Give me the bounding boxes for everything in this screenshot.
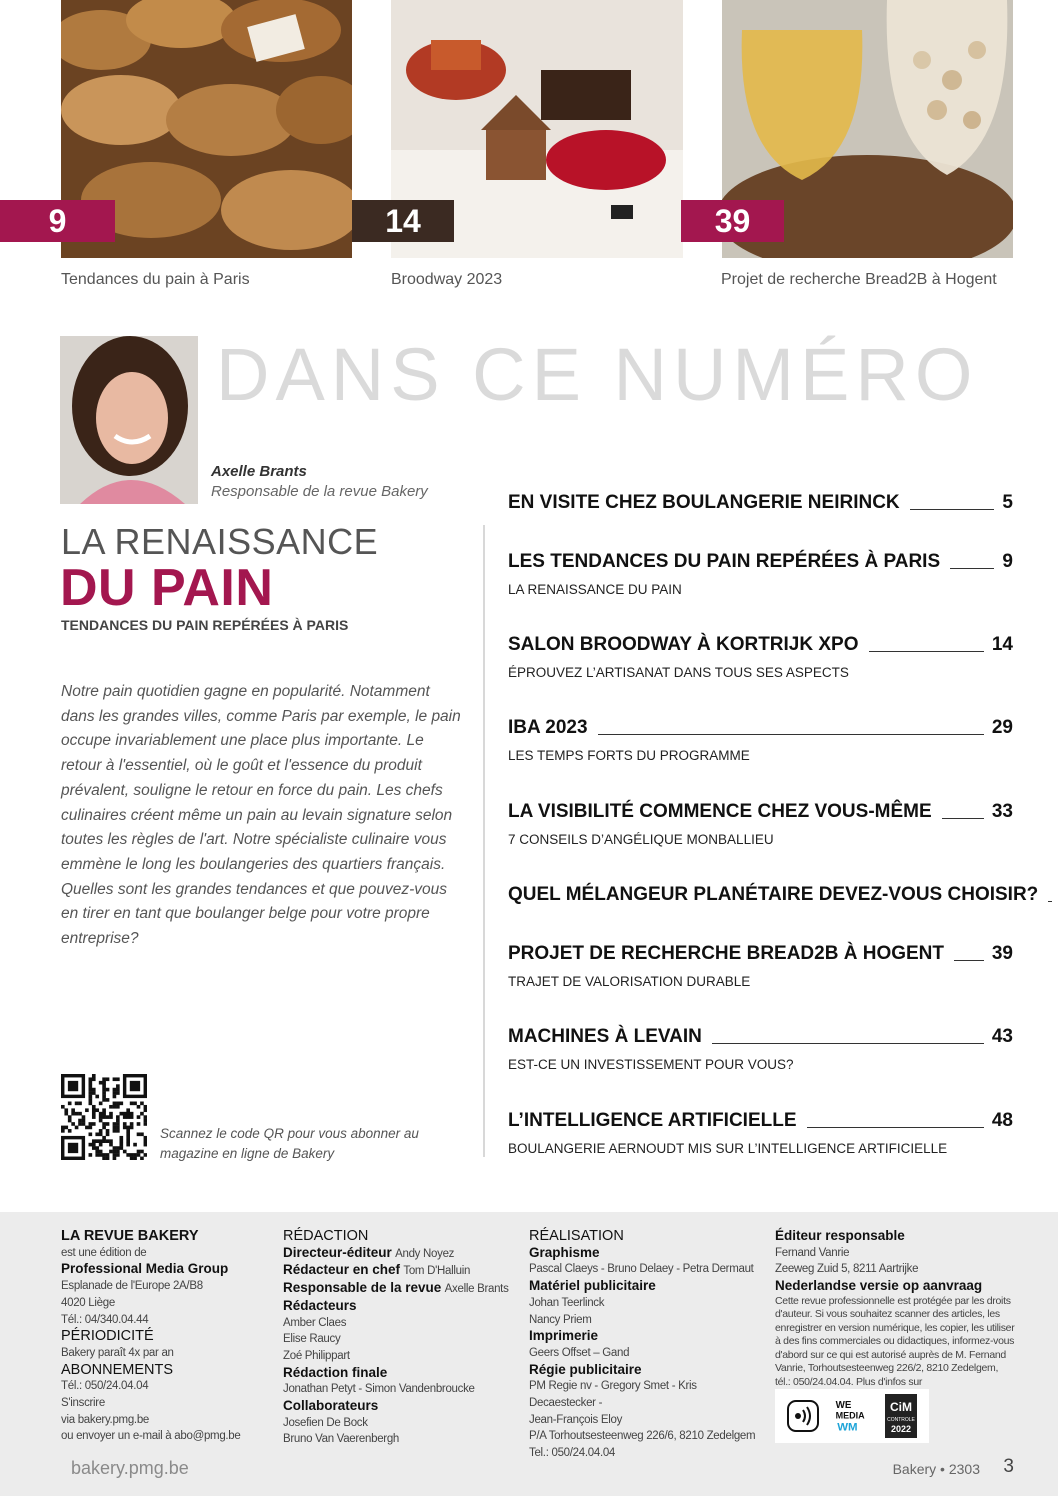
colophon-text: Zeeweg Zuid 5, 8211 Aartrijke [775, 1263, 919, 1276]
colophon-responsible-editor [775, 1228, 1025, 1403]
toc-entry[interactable] [508, 492, 1013, 514]
colophon-heading: ABONNEMENTS [61, 1361, 173, 1378]
issue-label: Bakery • 2303 [892, 1461, 980, 1477]
author-portrait [60, 336, 198, 504]
audit-logos [775, 1389, 929, 1443]
column-divider [483, 525, 485, 1157]
colophon-text: Fernand Vanrie [775, 1246, 850, 1259]
colophon-heading: RÉALISATION [529, 1228, 624, 1244]
colophon-publisher-name: Professional Media Group [61, 1261, 229, 1277]
section-title: DANS CE NUMÉRO [216, 333, 979, 416]
colophon-label: Nederlandse versie op aanvraag [775, 1278, 983, 1294]
toc-entry[interactable] [508, 1026, 1013, 1072]
colophon-text: P/A Torhoutsesteenweg 226/6, 8210 Zedelgem [529, 1430, 756, 1443]
colophon-text: Andy Noyez [395, 1247, 455, 1260]
toc-entry[interactable] [508, 551, 1013, 597]
colophon-text: Esplanade de l'Europe 2A/B8 [61, 1280, 203, 1293]
colophon-label: Régie publicitaire [529, 1361, 642, 1377]
audio-logo-icon [785, 1396, 821, 1436]
colophon-text: Zoé Philippart [283, 1349, 350, 1362]
toc-leader [954, 960, 984, 961]
qr-code[interactable] [61, 1074, 147, 1160]
subscribe-link[interactable]: via bakery.pmg.be [61, 1413, 150, 1426]
toc-title: PROJET DE RECHERCHE BREAD2B À HOGENT [508, 943, 944, 964]
toc-page: 5 [1002, 492, 1013, 513]
toc-subtitle: TRAJET DE VALORISATION DURABLE [508, 974, 751, 989]
colophon-text: 4020 Liège [61, 1296, 115, 1309]
toc-subtitle: 7 CONSEILS D’ANGÉLIQUE MONBALLIEU [508, 832, 774, 847]
toc-title: SALON BROODWAY À KORTRIJK XPO [508, 634, 859, 655]
toc-page: 39 [991, 943, 1013, 964]
editorial-headline: DU PAIN [60, 559, 274, 617]
toc-page: 43 [991, 1026, 1013, 1047]
toc-leader [910, 509, 995, 510]
colophon-label: Responsable de la revue [283, 1280, 442, 1296]
toc-entry[interactable] [508, 884, 1039, 906]
feature-page-badge: 14 [352, 200, 454, 242]
colophon-text: Pascal Claeys - Bruno Delaey - Petra Dermaut [529, 1263, 754, 1276]
colophon-label: Graphisme [529, 1244, 600, 1260]
toc-entry[interactable] [508, 717, 1013, 763]
colophon-text: Bakery paraît 4x par an [61, 1346, 174, 1359]
toc-title: EN VISITE CHEZ BOULANGERIE NEIRINCK [508, 492, 900, 513]
feature-page-badge: 9 [0, 200, 115, 242]
subscribe-email-link[interactable]: ou envoyer un e-mail à abo@pmg.be [61, 1430, 241, 1443]
colophon-heading: RÉDACTION [283, 1228, 369, 1244]
toc-entry[interactable] [508, 634, 1013, 680]
feature-page-badge: 39 [681, 200, 784, 242]
colophon-publisher [61, 1228, 271, 1445]
colophon-heading: PÉRIODICITÉ [61, 1328, 154, 1345]
toc-leader [950, 568, 994, 569]
toc-leader [807, 1127, 984, 1128]
cim-logo [883, 1396, 919, 1436]
editorial-subhead: TENDANCES DU PAIN REPÉRÉES À PARIS [61, 617, 349, 633]
colophon-label: Rédacteurs [283, 1297, 357, 1313]
we-media-logo-text: WM [837, 1421, 858, 1434]
colophon-text: Amber Claes [283, 1316, 347, 1329]
toc-subtitle: LA RENAISSANCE DU PAIN [508, 582, 682, 597]
toc-title: QUEL MÉLANGEUR PLANÉTAIRE DEVEZ-VOUS CHOISIR? [508, 884, 1039, 905]
colophon-heading: LA REVUE BAKERY [61, 1228, 199, 1244]
colophon-text: Jean-François Eloy [529, 1413, 623, 1426]
website-link[interactable]: bakery.pmg.be [71, 1458, 189, 1478]
we-media-logo-text: MEDIA [835, 1410, 865, 1421]
colophon-text: Tél.: 04/340.04.44 [61, 1313, 149, 1326]
toc-leader [598, 734, 984, 735]
author-name: Axelle Brants [211, 463, 307, 480]
colophon-text: Tom D'Halluin [403, 1265, 471, 1278]
toc-subtitle: LES TEMPS FORTS DU PROGRAMME [508, 748, 750, 763]
colophon-label: Directeur-éditeur [283, 1244, 392, 1260]
colophon-text: Tél.: 050/24.04.04 [61, 1380, 149, 1393]
feature-caption: Broodway 2023 [391, 271, 503, 288]
editorial-kicker: LA RENAISSANCE [61, 521, 379, 562]
copyright-notice: Cette revue professionnelle est protégée par les droits d'auteur. Si vous souhaitez scanner des articles, les enregistrer en version numérique, les copier, les utiliser à des fins commerciales ou didactiques, informez-vous d'abord sur ce qui est autorisé auprès de M. Fernand Vanrie, Torhoutsesteenweg 226/2, 8210 Zedelgem, tél.: 050/24.04.04. Plus d'infos sur [775, 1294, 1015, 1388]
colophon-text: PM Regie nv - Gregory Smet - Kris Decaestecker - [529, 1380, 697, 1410]
colophon-production [529, 1228, 759, 1462]
colophon-text: Jonathan Petyt - Simon Vandenbroucke [283, 1383, 475, 1396]
toc-title: L’INTELLIGENCE ARTIFICIELLE [508, 1110, 797, 1131]
toc-title: MACHINES À LEVAIN [508, 1026, 702, 1047]
cim-logo-text: CiM [889, 1400, 912, 1414]
toc-page: 9 [1002, 551, 1013, 572]
colophon-text: est une édition de [61, 1246, 147, 1259]
colophon-text: Axelle Brants [444, 1283, 509, 1296]
colophon-text: Elise Raucy [283, 1333, 341, 1346]
toc-page: 14 [991, 634, 1013, 655]
toc-leader [1048, 901, 1052, 902]
toc-page: 29 [991, 717, 1013, 738]
colophon-label: Rédacteur en chef [283, 1262, 401, 1278]
toc-page: 33 [991, 801, 1013, 822]
toc-subtitle: EST-CE UN INVESTISSEMENT POUR VOUS? [508, 1057, 794, 1072]
colophon-label: Collaborateurs [283, 1398, 379, 1414]
colophon-label: Éditeur responsable [775, 1228, 905, 1243]
toc-title: IBA 2023 [508, 717, 588, 738]
colophon-text: Josefien De Bock [283, 1416, 368, 1429]
qr-caption: Scannez le code QR pour vous abonner au magazine en ligne de Bakery [160, 1126, 419, 1161]
feature-caption: Projet de recherche Bread2B à Hogent [721, 271, 997, 288]
feature-caption: Tendances du pain à Paris [61, 271, 250, 288]
toc-entry[interactable] [508, 801, 1013, 847]
page-number: 3 [1003, 1456, 1014, 1477]
toc-subtitle: ÉPROUVEZ L’ARTISANAT DANS TOUS SES ASPECTS [508, 665, 849, 680]
toc-subtitle: BOULANGERIE AERNOUDT MIS SUR L’INTELLIGENCE ARTIFICIELLE [508, 1141, 948, 1156]
cim-logo-text: 2022 [890, 1424, 911, 1434]
toc-leader [942, 818, 984, 819]
colophon-text: Johan Teerlinck [529, 1296, 605, 1309]
colophon-text: Bruno Van Vaerenbergh [283, 1433, 400, 1446]
colophon-editorial [283, 1228, 513, 1448]
toc-entry[interactable] [508, 1110, 1013, 1156]
colophon-text: Tel.: 050/24.04.04 [529, 1447, 616, 1460]
toc-entry[interactable] [508, 943, 1013, 989]
author-block [211, 462, 428, 503]
colophon [0, 1212, 1058, 1496]
toc-leader [712, 1043, 984, 1044]
toc-title: LES TENDANCES DU PAIN REPÉRÉES À PARIS [508, 551, 941, 572]
colophon-label: Rédaction finale [283, 1364, 388, 1380]
toc-title: LA VISIBILITÉ COMMENCE CHEZ VOUS-MÊME [508, 801, 932, 822]
we-media-logo [834, 1396, 870, 1436]
we-media-logo-text: WE [835, 1399, 852, 1411]
colophon-text: Geers Offset – Gand [529, 1346, 630, 1359]
colophon-text: Nancy Priem [529, 1313, 592, 1326]
toc-leader [869, 651, 984, 652]
colophon-text: S'inscrire [61, 1397, 105, 1410]
editorial-intro: Notre pain quotidien gagne en popularité. Notamment dans les grandes villes, comme Paris par exemple, le pain occupe invariablement une place plus importante. Le retour à l'essentiel, où le goût et l'essence du produit prévalent, souligne le retour en force du pain. Les chefs culinaires créent même un pain au levain signature selon toutes les règles de l'art. Notre spécialiste culinaire vous emmène le long les boulangeries des quartiers français. Quelles sont les grandes tendances et que pouvez-vous en tirer en tant que boulanger belge pour votre propre entreprise? [61, 683, 461, 948]
colophon-label: Imprimerie [529, 1328, 599, 1344]
toc-page: 48 [991, 1110, 1013, 1131]
author-role: Responsable de la revue Bakery [211, 483, 428, 501]
colophon-label: Matériel publicitaire [529, 1278, 656, 1294]
cim-logo-text: CONTROLE [886, 1417, 915, 1423]
